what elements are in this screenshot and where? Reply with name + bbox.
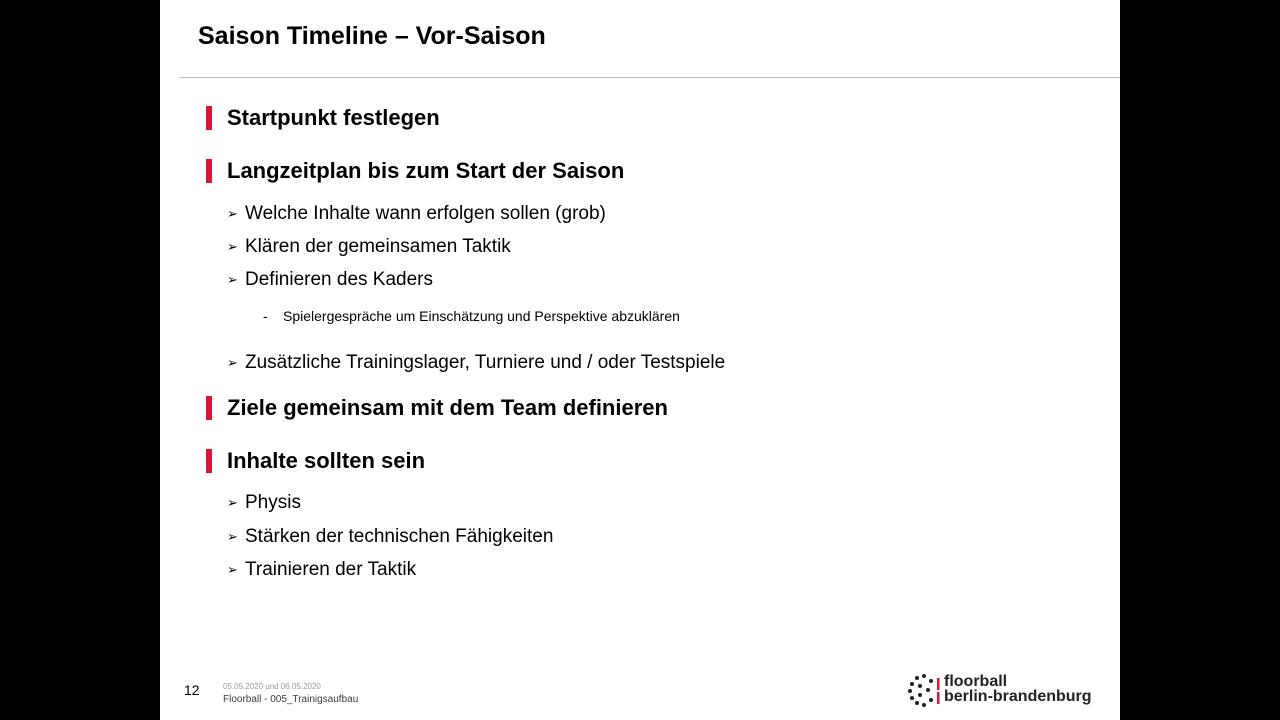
slide — [160, 0, 1120, 720]
bullet-heading-ziele — [206, 394, 668, 422]
title-divider — [179, 77, 1120, 78]
sub-bullet-text: Stärken der technischen Fähigkeiten — [245, 526, 554, 547]
bullet-heading-text: Startpunkt festlegen — [227, 105, 440, 130]
page-number: 12 — [184, 682, 200, 698]
slide-title: Saison Timeline – Vor-Saison — [198, 22, 546, 50]
dash-bullet: - — [263, 308, 268, 324]
bullet-heading-langzeitplan — [206, 157, 624, 185]
arrow-bullet-icon: ➢ — [227, 355, 238, 371]
arrow-bullet-icon: ➢ — [227, 529, 238, 545]
bullet-heading-startpunkt — [206, 104, 440, 132]
sub-bullet-taktik — [227, 234, 511, 260]
arrow-bullet-icon: ➢ — [227, 206, 238, 222]
red-bullet-bar — [206, 159, 212, 183]
bullet-heading-text: Langzeitplan bis zum Start der Saison — [227, 158, 625, 183]
sub-sub-bullet-text: Spielergespräche um Einschätzung und Perspektive abzuklären — [283, 308, 680, 324]
footer-source: Floorball - 005_Trainigsaufbau — [223, 694, 359, 705]
arrow-bullet-icon: ➢ — [227, 495, 238, 511]
footer-date: 05.05.2020 und 06.05.2020 — [223, 682, 321, 691]
logo-text-region: berlin-brandenburg — [944, 688, 1092, 705]
sub-sub-bullet-spielergespraeche — [263, 306, 680, 326]
bullet-heading-text: Inhalte sollten sein — [227, 448, 426, 473]
arrow-bullet-icon: ➢ — [227, 239, 238, 255]
sub-bullet-trainieren-taktik — [227, 557, 416, 583]
sub-bullet-technik — [227, 524, 553, 550]
sub-bullet-kader — [227, 267, 433, 293]
red-bullet-bar — [206, 106, 212, 130]
floorball-dots-icon — [906, 672, 942, 708]
bullet-heading-text: Ziele gemeinsam mit dem Team definieren — [227, 395, 668, 420]
sub-bullet-text: Definieren des Kaders — [245, 269, 433, 290]
red-bullet-bar — [206, 396, 212, 420]
sub-bullet-text: Physis — [245, 492, 301, 513]
sub-bullet-inhalte-wann — [227, 201, 606, 227]
arrow-bullet-icon: ➢ — [227, 562, 238, 578]
red-bullet-bar — [206, 449, 212, 473]
sub-bullet-text: Zusätzliche Trainingslager, Turniere und / oder Testspiele — [245, 352, 726, 373]
logo-text-floorball: floorball — [944, 673, 1008, 690]
sub-bullet-text: Trainieren der Taktik — [245, 559, 417, 580]
sub-bullet-text: Klären der gemeinsamen Taktik — [245, 236, 511, 257]
arrow-bullet-icon: ➢ — [227, 272, 238, 288]
bullet-heading-inhalte — [206, 447, 425, 475]
sub-bullet-physis — [227, 490, 301, 516]
floorball-logo — [906, 672, 1096, 708]
sub-bullet-trainingslager — [227, 350, 725, 376]
sub-bullet-text: Welche Inhalte wann erfolgen sollen (grob) — [245, 203, 606, 224]
